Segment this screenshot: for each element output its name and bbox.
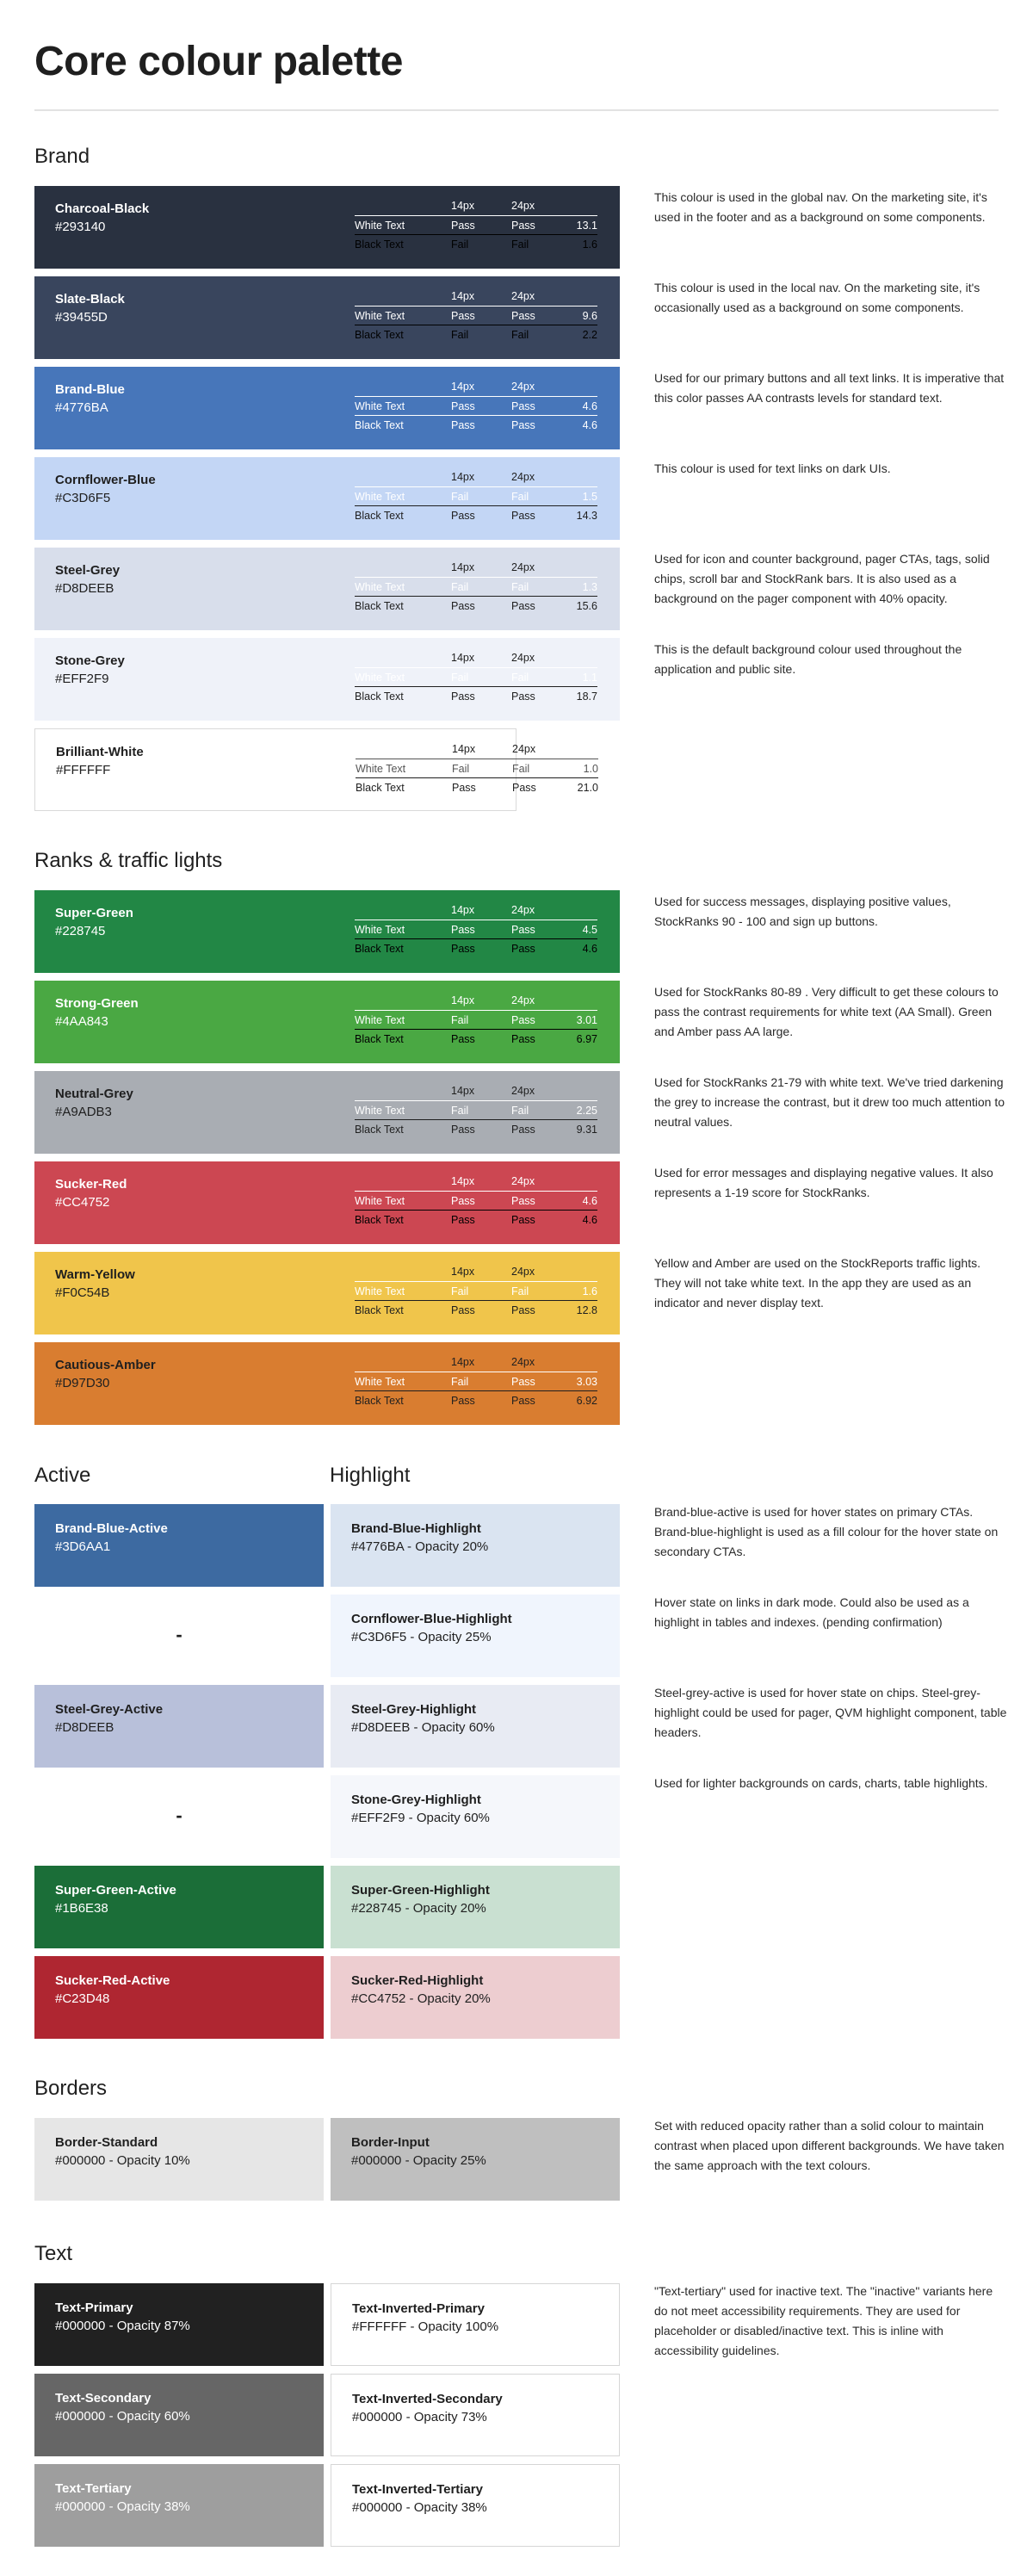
black-text-label: Black Text [355,329,404,341]
header-24px: 24px [512,743,536,755]
contrast-header-row [355,1356,597,1372]
active-highlight-description: Brand-blue-active is used for hover states on primary CTAs. Brand-blue-highlight is used as a fill colour for the hover state on secondary CTAs. [654,1505,999,1558]
white-24px-result: Fail [511,1105,529,1117]
black-text-label: Black Text [355,510,404,522]
white-contrast-ratio: 3.01 [576,1014,597,1026]
tile-name: Text-Secondary [55,2391,152,2406]
swatch-name: Stone-Grey [55,653,125,668]
rank-swatch [34,1342,620,1425]
white-14px-result: Fail [451,672,469,684]
tile-name: Text-Inverted-Tertiary [352,2482,483,2497]
black-text-label: Black Text [355,419,404,431]
white-text-label: White Text [355,672,405,684]
tile-name: Text-Tertiary [55,2481,132,2496]
swatch-name: Neutral-Grey [55,1087,133,1101]
contrast-header-row [355,1266,597,1281]
black-24px-result: Pass [511,1304,535,1316]
tile-hex: #000000 - Opacity 38% [55,2499,190,2514]
header-24px: 24px [511,471,535,483]
header-14px: 14px [451,1266,475,1278]
black-text-row [355,1029,597,1046]
white-text-label: White Text [355,1195,405,1207]
rank-swatch [34,1252,620,1334]
white-text-row [355,396,597,413]
brand-description: Used for our primary buttons and all text links. It is imperative that this color passes AA contrasts levels for standard text. [654,371,1005,405]
black-contrast-ratio: 21.0 [577,782,598,794]
white-text-row [355,1010,597,1027]
white-14px-result: Fail [452,763,470,775]
tile-hex: #D8DEEB - Opacity 60% [351,1720,495,1735]
white-contrast-ratio: 1.3 [582,581,597,593]
contrast-header-row [355,652,597,667]
header-14px: 14px [451,1356,475,1368]
tile-name: Border-Standard [55,2135,158,2150]
tile-name: Text-Primary [55,2300,133,2315]
header-24px: 24px [511,904,535,916]
rank-description: Used for error messages and displaying negative values. It also represents a 1-19 score for StockRanks. [654,1166,993,1199]
black-contrast-ratio: 2.2 [582,329,597,341]
white-24px-result: Fail [512,763,530,775]
black-24px-result: Pass [511,510,535,522]
header-14px: 14px [451,471,475,483]
highlight-tile [331,1775,620,1858]
text-inverted-tile [331,2374,620,2456]
black-contrast-ratio: 14.3 [576,510,597,522]
text-colour-tile [34,2464,324,2547]
brand-swatch [34,276,620,359]
tile-name: Brand-Blue-Active [55,1521,168,1536]
white-14px-result: Fail [451,491,469,503]
brand-swatch [34,457,620,540]
tile-hex: #000000 - Opacity 25% [351,2153,486,2168]
white-contrast-ratio: 9.6 [582,310,597,322]
black-text-label: Black Text [356,782,405,794]
swatch-name: Brilliant-White [56,745,144,759]
black-14px-result: Pass [451,1395,475,1407]
black-14px-result: Pass [451,510,475,522]
swatch-hex: #A9ADB3 [55,1105,112,1119]
brand-description: This colour is used in the local nav. On the marketing site, it's occasionally used as a background on some components. [654,281,980,314]
header-14px: 14px [451,200,475,212]
text-description: "Text-tertiary" used for inactive text. The "inactive" variants here do not meet accessibility requirements. They are used for placeholder or disabled/inactive text. This is inline with accessibility guidelines. [654,2284,993,2357]
black-text-label: Black Text [355,1214,404,1226]
black-24px-result: Fail [511,329,529,341]
black-14px-result: Pass [451,1214,475,1226]
header-24px: 24px [511,381,535,393]
brand-description: This colour is used for text links on dark UIs. [654,461,891,475]
contrast-header-row [355,200,597,215]
tile-hex: #CC4752 - Opacity 20% [351,1991,491,2006]
black-24px-result: Pass [511,1033,535,1045]
header-14px: 14px [451,904,475,916]
empty-dash: - [176,1805,182,1826]
black-text-row [355,596,597,613]
tile-hex: #000000 - Opacity 87% [55,2319,190,2333]
swatch-hex: #4776BA [55,400,108,415]
contrast-header-row [355,994,597,1010]
white-24px-result: Fail [511,581,529,593]
header-24px: 24px [511,994,535,1006]
section-heading-brand: Brand [34,145,90,168]
empty-dash: - [176,1624,182,1645]
white-24px-result: Pass [511,400,535,412]
black-text-row [355,505,597,523]
black-24px-result: Pass [511,419,535,431]
brand-description: Used for icon and counter background, pager CTAs, tags, solid chips, scroll bar and StockRank bars. It is also used as a background on the pager component with 40% opacity. [654,552,990,605]
white-24px-result: Pass [511,1376,535,1388]
section-heading-text: Text [34,2242,73,2265]
black-24px-result: Pass [511,1395,535,1407]
swatch-hex: #4AA843 [55,1014,108,1029]
header-14px: 14px [451,381,475,393]
black-contrast-ratio: 9.31 [576,1124,597,1136]
rank-description: Used for StockRanks 80-89 . Very difficult to get these colours to pass the contrast requirements for white text (AA Small). Green and Amber pass AA large. [654,985,999,1038]
swatch-hex: #EFF2F9 [55,672,109,686]
white-text-row [355,920,597,937]
white-14px-result: Pass [451,310,475,322]
white-contrast-ratio: 13.1 [576,220,597,232]
white-contrast-ratio: 1.1 [582,672,597,684]
tile-hex: #000000 - Opacity 10% [55,2153,190,2168]
black-14px-result: Pass [451,943,475,955]
white-text-label: White Text [355,1014,405,1026]
black-24px-result: Pass [511,690,535,703]
black-text-row [355,1390,597,1408]
section-heading-active: Active [34,1464,91,1487]
white-contrast-ratio: 1.0 [583,763,598,775]
contrast-header-row [355,1085,597,1100]
tile-hex: #FFFFFF - Opacity 100% [352,2319,499,2334]
text-inverted-tile [331,2283,620,2366]
contrast-header-row [355,381,597,396]
page-title: Core colour palette [34,39,403,84]
tile-name: Text-Inverted-Secondary [352,2392,503,2406]
header-14px: 14px [451,1175,475,1187]
rank-description: Yellow and Amber are used on the StockReports traffic lights. They will not take white text. In the app they are used as an indicator and never display text. [654,1256,980,1310]
swatch-hex: #D97D30 [55,1376,110,1390]
header-14px: 14px [451,561,475,573]
black-text-label: Black Text [355,943,404,955]
white-text-row [355,1100,597,1118]
header-14px: 14px [451,994,475,1006]
swatch-hex: #F0C54B [55,1285,110,1300]
header-14px: 14px [451,290,475,302]
white-text-row [355,1191,597,1208]
white-contrast-ratio: 4.6 [582,400,597,412]
black-contrast-ratio: 1.6 [582,238,597,251]
swatch-hex: #D8DEEB [55,581,114,596]
black-24px-result: Pass [511,1214,535,1226]
contrast-header-row [356,743,598,759]
brand-swatch [34,638,620,721]
rank-description: Used for success messages, displaying positive values, StockRanks 90 - 100 and sign up buttons. [654,895,951,928]
tile-name: Super-Green-Active [55,1883,176,1898]
white-contrast-ratio: 1.5 [582,491,597,503]
highlight-tile [331,1595,620,1677]
header-24px: 24px [511,561,535,573]
swatch-name: Sucker-Red [55,1177,127,1192]
swatch-name: Strong-Green [55,996,139,1011]
highlight-tile [331,1504,620,1587]
swatch-hex: #CC4752 [55,1195,110,1210]
swatch-name: Brand-Blue [55,382,125,397]
active-highlight-description: Hover state on links in dark mode. Could also be used as a highlight in tables and indexes. (pending confirmation) [654,1595,969,1629]
header-14px: 14px [452,743,476,755]
black-contrast-ratio: 6.92 [576,1395,597,1407]
active-tile [34,1504,324,1587]
swatch-name: Charcoal-Black [55,201,150,216]
black-14px-result: Pass [451,1124,475,1136]
black-14px-result: Pass [451,600,475,612]
black-text-row [355,234,597,251]
contrast-header-row [355,290,597,306]
black-text-row [356,777,598,795]
white-24px-result: Fail [511,491,529,503]
white-14px-result: Fail [451,1105,469,1117]
active-tile [34,1685,324,1768]
white-14px-result: Fail [451,1014,469,1026]
swatch-hex: #FFFFFF [56,763,111,777]
rank-swatch [34,1161,620,1244]
white-contrast-ratio: 2.25 [576,1105,597,1117]
black-text-row [355,325,597,342]
black-contrast-ratio: 4.6 [582,1214,597,1226]
swatch-name: Cautious-Amber [55,1358,156,1372]
white-text-label: White Text [355,1105,405,1117]
border-input-tile [331,2118,620,2201]
active-tile [34,1866,324,1948]
black-14px-result: Pass [451,1304,475,1316]
tile-name: Sucker-Red-Highlight [351,1973,484,1988]
white-14px-result: Pass [451,1195,475,1207]
tile-hex: #000000 - Opacity 38% [352,2500,487,2515]
white-text-row [356,759,598,776]
black-text-label: Black Text [355,1304,404,1316]
white-14px-result: Pass [451,400,475,412]
white-contrast-ratio: 4.6 [582,1195,597,1207]
black-text-label: Black Text [355,1395,404,1407]
tile-name: Steel-Grey-Highlight [351,1702,477,1717]
header-14px: 14px [451,652,475,664]
tile-name: Brand-Blue-Highlight [351,1521,481,1536]
black-14px-result: Fail [451,329,469,341]
white-text-row [355,486,597,504]
white-14px-result: Fail [451,581,469,593]
tile-name: Steel-Grey-Active [55,1702,164,1717]
white-contrast-ratio: 1.6 [582,1285,597,1297]
tile-name: Stone-Grey-Highlight [351,1793,481,1807]
brand-swatch [34,186,620,269]
swatch-name: Warm-Yellow [55,1267,135,1282]
header-24px: 24px [511,200,535,212]
black-contrast-ratio: 18.7 [576,690,597,703]
white-text-label: White Text [355,491,405,503]
tile-hex: #C3D6F5 - Opacity 25% [351,1630,492,1644]
tile-name: Sucker-Red-Active [55,1973,170,1988]
swatch-name: Slate-Black [55,292,125,307]
text-colour-tile [34,2283,324,2366]
contrast-header-row [355,904,597,920]
black-14px-result: Fail [451,238,469,251]
header-24px: 24px [511,1266,535,1278]
white-text-label: White Text [355,924,405,936]
rank-swatch [34,981,620,1063]
tile-hex: #C23D48 [55,1991,110,2006]
black-text-row [355,938,597,956]
black-24px-result: Pass [511,600,535,612]
tile-hex: #228745 - Opacity 20% [351,1901,486,1916]
swatch-name: Steel-Grey [55,563,121,578]
active-highlight-description: Used for lighter backgrounds on cards, charts, table highlights. [654,1776,988,1790]
white-text-label: White Text [355,1285,405,1297]
white-text-row [355,306,597,323]
black-24px-result: Pass [511,943,535,955]
contrast-header-row [355,471,597,486]
white-24px-result: Pass [511,1014,535,1026]
white-text-label: White Text [355,400,405,412]
black-contrast-ratio: 15.6 [576,600,597,612]
black-contrast-ratio: 4.6 [582,943,597,955]
tile-hex: #3D6AA1 [55,1539,111,1554]
black-text-label: Black Text [355,1124,404,1136]
swatch-hex: #C3D6F5 [55,491,111,505]
section-heading-highlight: Highlight [330,1464,411,1487]
active-tile [34,1595,324,1677]
title-divider [34,109,999,111]
tile-name: Cornflower-Blue-Highlight [351,1612,512,1626]
white-text-label: White Text [355,220,405,232]
active-tile [34,1775,324,1858]
black-contrast-ratio: 6.97 [576,1033,597,1045]
black-24px-result: Pass [512,782,536,794]
brand-swatch [34,548,620,630]
tile-hex: #D8DEEB [55,1720,114,1735]
swatch-hex: #293140 [55,220,106,234]
contrast-header-row [355,561,597,577]
black-14px-result: Pass [451,1033,475,1045]
header-14px: 14px [451,1085,475,1097]
white-24px-result: Pass [511,924,535,936]
white-text-row [355,1372,597,1389]
black-14px-result: Pass [451,419,475,431]
section-heading-ranks: Ranks & traffic lights [34,849,223,872]
borders-description: Set with reduced opacity rather than a solid colour to maintain contrast when placed upon different backgrounds. We have taken the same approach with the text colours. [654,2119,1005,2172]
tile-hex: #1B6E38 [55,1901,108,1916]
white-24px-result: Pass [511,1195,535,1207]
active-tile [34,1956,324,2039]
white-24px-result: Fail [511,672,529,684]
black-text-row [355,1119,597,1136]
white-text-label: White Text [355,581,405,593]
black-text-label: Black Text [355,600,404,612]
white-text-label: White Text [356,763,406,775]
white-text-label: White Text [355,310,405,322]
brand-description: This is the default background colour used throughout the application and public site. [654,642,962,676]
contrast-header-row [355,1175,597,1191]
white-24px-result: Pass [511,310,535,322]
black-14px-result: Pass [452,782,476,794]
tile-hex: #EFF2F9 - Opacity 60% [351,1811,490,1825]
white-text-row [355,1281,597,1298]
header-24px: 24px [511,1356,535,1368]
highlight-tile [331,1866,620,1948]
swatch-name: Cornflower-Blue [55,473,156,487]
black-24px-result: Pass [511,1124,535,1136]
black-text-label: Black Text [355,1033,404,1045]
white-text-row [355,577,597,594]
header-24px: 24px [511,290,535,302]
white-text-row [355,215,597,232]
brand-description: This colour is used in the global nav. On the marketing site, it's used in the footer and as a background on some components. [654,190,987,224]
white-contrast-ratio: 4.5 [582,924,597,936]
brand-swatch [34,728,598,811]
white-14px-result: Fail [451,1285,469,1297]
tile-name: Border-Input [351,2135,430,2150]
white-24px-result: Pass [511,220,535,232]
tile-hex: #000000 - Opacity 73% [352,2410,487,2424]
black-text-label: Black Text [355,238,404,251]
black-text-row [355,415,597,432]
white-14px-result: Pass [451,220,475,232]
header-24px: 24px [511,1175,535,1187]
black-text-row [355,1300,597,1317]
black-text-label: Black Text [355,690,404,703]
black-text-row [355,1210,597,1227]
white-14px-result: Fail [451,1376,469,1388]
black-contrast-ratio: 4.6 [582,419,597,431]
black-contrast-ratio: 12.8 [576,1304,597,1316]
highlight-tile [331,1685,620,1768]
black-14px-result: Pass [451,690,475,703]
header-24px: 24px [511,652,535,664]
rank-swatch [34,1071,620,1154]
active-highlight-description: Steel-grey-active is used for hover state on chips. Steel-grey-highlight could be used for pager, QVM highlight component, table headers. [654,1686,1007,1739]
text-inverted-tile [331,2464,620,2547]
brand-swatch [34,367,620,449]
header-24px: 24px [511,1085,535,1097]
swatch-hex: #39455D [55,310,108,325]
white-text-label: White Text [355,1376,405,1388]
section-heading-borders: Borders [34,2077,108,2100]
tile-name: Text-Inverted-Primary [352,2301,485,2316]
rank-swatch [34,890,620,973]
white-24px-result: Fail [511,1285,529,1297]
white-contrast-ratio: 3.03 [576,1376,597,1388]
text-colour-tile [34,2374,324,2456]
border-standard-tile [34,2118,324,2201]
tile-hex: #000000 - Opacity 60% [55,2409,190,2424]
black-24px-result: Fail [511,238,529,251]
swatch-hex: #228745 [55,924,106,938]
black-text-row [355,686,597,703]
swatch-name: Super-Green [55,906,133,920]
rank-description: Used for StockRanks 21-79 with white text. We've tried darkening the grey to increase the contrast, but it drew too much attention to neutral values. [654,1075,1005,1129]
highlight-tile [331,1956,620,2039]
tile-name: Super-Green-Highlight [351,1883,490,1898]
white-14px-result: Pass [451,924,475,936]
tile-hex: #4776BA - Opacity 20% [351,1539,489,1554]
white-text-row [355,667,597,684]
